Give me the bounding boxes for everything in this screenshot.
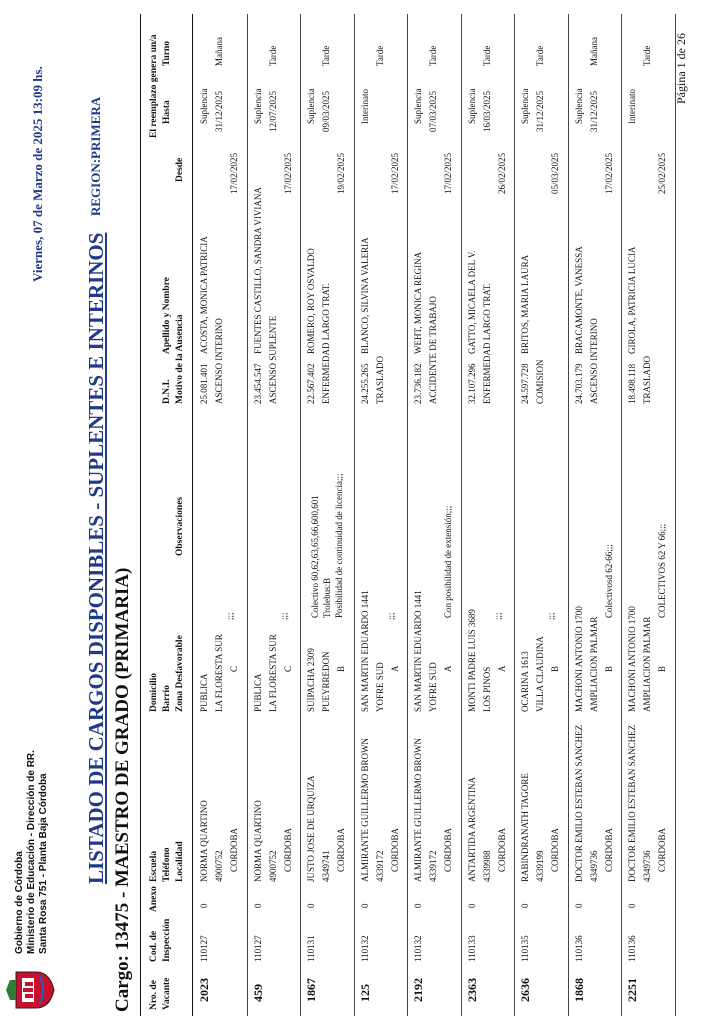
hasta-date: 09/03/2025: [321, 90, 331, 132]
anexo-value: 0: [359, 903, 370, 908]
genera-type: Suplencia: [466, 88, 477, 124]
absence-reason: ASCENSO INTERINO: [214, 318, 224, 404]
table-row: [408, 14, 462, 1016]
person-name: BLANCO, SILVINA VALERIA: [359, 237, 370, 354]
school-locality: CORDOBA: [282, 827, 293, 872]
turno-value: Tarde: [321, 45, 331, 66]
hasta-date: 31/12/2025: [535, 90, 545, 132]
school-phone: 4900752: [214, 850, 224, 882]
dni-value: 32.107.296: [466, 363, 477, 404]
desde-date: 17/02/2025: [603, 152, 614, 194]
zona-desfavorable: B: [657, 665, 667, 672]
school-address: SUIPACHA 2309: [306, 648, 316, 712]
hasta-date: 16/03/2025: [481, 90, 492, 132]
observation-line: ;;;: [385, 612, 396, 620]
col-domicilio-line2: Barrio: [162, 685, 172, 712]
org-line-2: Ministerio de Educación - Dirección de RR.: [26, 750, 37, 954]
inspeccion-code: 110136: [627, 935, 637, 962]
col-dni-line1: D.N.I.: [162, 379, 172, 404]
absence-reason: ASCENSO SUPLENTE: [267, 315, 278, 404]
school-locality: CORDOBA: [443, 827, 453, 872]
school-barrio: VILLA CLAUDINA: [535, 636, 545, 712]
col-vacante-line1: Nro. de: [149, 980, 159, 1010]
table-row: [301, 14, 355, 1016]
table-row: [355, 14, 409, 1016]
absence-reason: ASCENSO INTERINO: [588, 318, 599, 404]
table-row: [569, 14, 623, 1016]
turno-value: Tarde: [267, 45, 278, 66]
org-line-1: Gobierno de Córdoba: [14, 851, 25, 954]
school-phone: 4349736: [642, 850, 652, 882]
anexo-value: 0: [413, 903, 423, 908]
school-phone: 4339199: [535, 850, 545, 882]
hasta-date: 31/12/2025: [214, 90, 224, 132]
vacante-number: 2023: [197, 978, 211, 1002]
row-divider: [675, 14, 676, 1016]
inspeccion-code: 110127: [199, 935, 209, 962]
inspeccion-code: 110132: [359, 935, 370, 962]
page-number: Página 1 de 26: [674, 33, 688, 104]
genera-type: Interinato: [627, 89, 637, 124]
school-locality: CORDOBA: [496, 827, 507, 872]
school-barrio: LA FLORESTA SUR: [267, 634, 278, 712]
school-address: OCARINA 1613: [520, 651, 530, 712]
zona-desfavorable: C: [229, 665, 239, 672]
cargo-heading: Cargo: 13475 - MAESTRO DE GRADO (PRIMARIA): [112, 567, 133, 1012]
school-name: RABINDRANATH TAGORE: [520, 773, 530, 882]
zona-desfavorable: A: [443, 665, 453, 672]
school-address: PUBLICA: [199, 673, 209, 712]
dni-value: 24.703.179: [573, 363, 584, 404]
desde-date: 17/02/2025: [443, 152, 453, 194]
school-phone: 4339172: [374, 850, 385, 882]
desde-date: 05/03/2025: [550, 152, 560, 194]
vacante-number: 2251: [625, 978, 639, 1002]
school-address: MONTI PADRE LUIS 3689: [466, 609, 477, 712]
school-locality: CORDOBA: [603, 827, 614, 872]
zona-desfavorable: A: [389, 665, 400, 672]
table-row: [248, 14, 302, 1016]
anexo-value: 0: [199, 903, 209, 908]
table-row: [515, 14, 569, 1016]
col-vacante: [148, 978, 174, 1010]
school-address: MACHONI ANTONIO 1700: [627, 606, 637, 712]
table-row: [462, 14, 516, 1016]
school-name: ANTARTIDA ARGENTINA: [466, 777, 477, 882]
observation-line: ;;;: [546, 612, 556, 620]
school-phone: 4900752: [267, 850, 278, 882]
absence-reason: COMISION: [535, 359, 545, 404]
turno-value: Tarde: [428, 45, 438, 66]
vacante-number: 2636: [518, 978, 532, 1002]
desde-date: 25/02/2025: [657, 152, 667, 194]
genera-type: Suplencia: [520, 88, 530, 124]
school-locality: CORDOBA: [336, 827, 346, 872]
desde-date: 17/02/2025: [229, 152, 239, 194]
col-domicilio-line3: Zona Desfavorable: [175, 635, 185, 712]
report-datetime: Viernes, 07 de Marzo de 2025 13:09 hs.: [30, 66, 45, 282]
anexo-value: 0: [466, 903, 477, 908]
person-name: WEHT, MONICA REGINA: [413, 251, 423, 354]
header-bottom-rule: [192, 14, 193, 1016]
observation-line: ;;;: [278, 612, 289, 620]
col-inspeccion: [148, 919, 174, 962]
header-top-rule: [140, 14, 141, 1016]
table-row: [622, 14, 676, 1016]
school-name: NORMA QUARTINO: [252, 800, 263, 882]
anexo-value: 0: [627, 903, 637, 908]
dni-value: 22.567.402: [306, 363, 316, 404]
turno-value: Mañana: [214, 37, 224, 66]
col-dni-line2: Motivo de la Ausencia: [175, 314, 185, 404]
turno-value: Tarde: [481, 45, 492, 66]
genera-type: Suplencia: [306, 88, 316, 124]
observation-line: Colectivo 60,62,63,65,66,600,601: [310, 495, 320, 618]
dni-value: 25.081.401: [199, 363, 209, 404]
observation-line: ;;;: [225, 612, 235, 620]
school-name: ALMIRANTE GUILLERMO BROWN: [359, 738, 370, 882]
person-name: ROMERO, ROY OSVALDO: [306, 248, 316, 354]
school-phone: 4339988: [481, 850, 492, 882]
school-locality: CORDOBA: [229, 827, 239, 872]
observation-line: Posibilidad de continuidad de licencia;;;: [334, 473, 344, 618]
col-vacante-line2: Vacante: [162, 977, 172, 1010]
vacante-number: 2192: [411, 978, 425, 1002]
genera-type: Suplencia: [413, 88, 423, 124]
school-locality: CORDOBA: [550, 827, 560, 872]
turno-value: Mañana: [588, 37, 599, 66]
school-name: DOCTOR EMILIO ESTEBAN SANCHEZ: [627, 724, 637, 882]
school-address: SAN MARTIN EDUARDO 1441: [413, 590, 423, 712]
school-name: NORMA QUARTINO: [199, 800, 209, 882]
zona-desfavorable: B: [550, 665, 560, 672]
inspeccion-code: 110131: [306, 935, 316, 962]
desde-date: 17/02/2025: [282, 152, 293, 194]
org-line-3: Santa Rosa 751 - Planta Baja Córdoba: [38, 773, 49, 954]
school-barrio: YOFRE SUD: [428, 662, 438, 712]
col-observaciones: Observaciones: [175, 496, 185, 556]
anexo-value: 0: [520, 903, 530, 908]
absence-reason: ENFERMEDAD LARGO TRAT.: [321, 283, 331, 404]
region-label: REGION:PRIMERA: [88, 96, 103, 216]
desde-date: 19/02/2025: [336, 152, 346, 194]
observation-line: Trolebus:B: [322, 577, 332, 618]
observation-line: Con posibilidad de extensión;;;: [443, 505, 453, 618]
col-escuela-line1: Escuela: [149, 850, 159, 882]
school-phone: 4339172: [428, 850, 438, 882]
vacante-number: 1867: [304, 978, 318, 1002]
school-barrio: AMPLIACION PALMAR: [642, 616, 652, 712]
page-title: LISTADO DE CARGOS DISPONIBLES - SUPLENTES E INTERINOS: [84, 232, 108, 884]
absence-reason: ENFERMEDAD LARGO TRAT.: [481, 283, 492, 404]
desde-date: 26/02/2025: [496, 152, 507, 194]
zona-desfavorable: A: [496, 665, 507, 672]
zona-desfavorable: C: [282, 665, 293, 672]
vacante-number: 2363: [464, 978, 479, 1002]
genera-type: Suplencia: [252, 88, 263, 124]
zona-desfavorable: B: [603, 665, 614, 672]
absence-reason: TRASLADO: [642, 355, 652, 404]
col-escuela-line2: Teléfono: [162, 847, 172, 882]
turno-value: Tarde: [642, 45, 652, 66]
person-name: BRACAMONTE, VANESSA: [573, 246, 584, 354]
dni-value: 23.454.547: [252, 363, 263, 404]
school-phone: 4349736: [588, 850, 599, 882]
observation-line: COLECTIVOS 62 Y 66;;;: [657, 523, 667, 618]
school-name: DOCTOR EMILIO ESTEBAN SANCHEZ: [573, 724, 584, 882]
person-name: FUENTES CASTILLO, SANDRA VIVIANA: [252, 187, 263, 354]
col-desde: Desde: [175, 157, 185, 182]
anexo-value: 0: [306, 903, 316, 908]
observation-line: Colectivosd 62-66;;;: [603, 544, 614, 618]
observation-line: ;;;: [492, 612, 503, 620]
turno-value: Tarde: [535, 45, 545, 66]
hasta-date: 07/03/2025: [428, 90, 438, 132]
absence-reason: ACCIDENTE DE TRABAJO: [428, 296, 438, 404]
dni-value: 18.498.118: [627, 363, 637, 404]
col-escuela-line3: Localidad: [175, 841, 185, 882]
col-turno: Turno: [162, 41, 172, 66]
inspeccion-code: 110133: [466, 935, 477, 962]
inspeccion-code: 110136: [573, 935, 584, 962]
school-locality: CORDOBA: [657, 827, 667, 872]
genera-type: Suplencia: [199, 88, 209, 124]
table-row: [194, 14, 248, 1016]
vacante-number: 459: [250, 984, 265, 1002]
person-name: GIROLA, PATRICIA LUCIA: [627, 246, 637, 354]
vacante-number: 1868: [571, 978, 586, 1002]
col-reemplazo: El reemplazo genera un/a: [149, 34, 159, 138]
school-name: JUSTO JOSE DE URQUIZA: [306, 775, 316, 882]
anexo-value: 0: [252, 903, 263, 908]
inspeccion-code: 110135: [520, 935, 530, 962]
col-domicilio-line1: Domicilio: [149, 672, 159, 712]
col-escuela: [148, 841, 187, 882]
zona-desfavorable: B: [336, 665, 346, 672]
desde-date: 17/02/2025: [389, 152, 400, 194]
col-inspeccion-line1: Cod. de: [149, 930, 159, 962]
inspeccion-code: 110132: [413, 935, 423, 962]
school-barrio: PUEYRREDON: [321, 651, 331, 712]
hasta-date: 31/12/2025: [588, 90, 599, 132]
col-apellido: Apellido y Nombre: [162, 277, 172, 354]
anexo-value: 0: [573, 903, 584, 908]
inspeccion-code: 110127: [252, 935, 263, 962]
person-name: GATTO, MICAELA DEL V.: [466, 250, 477, 354]
school-address: SAN MARTIN EDUARDO 1441: [359, 590, 370, 712]
school-name: ALMIRANTE GUILLERMO BROWN: [413, 738, 423, 882]
school-address: MACHONI ANTONIO 1700: [573, 606, 584, 712]
dni-value: 24.597.728: [520, 363, 530, 404]
school-phone: 4349741: [321, 850, 331, 882]
turno-value: Tarde: [374, 45, 385, 66]
dni-value: 23.736.182: [413, 363, 423, 404]
genera-type: Suplencia: [573, 88, 584, 124]
school-barrio: LA FLORESTA SUR: [214, 634, 224, 712]
school-barrio: YOFRE SUD: [374, 662, 385, 712]
school-locality: CORDOBA: [389, 827, 400, 872]
col-anexo: Anexo: [149, 886, 159, 912]
dni-value: 24.255.265: [359, 363, 370, 404]
col-domicilio: [148, 635, 187, 712]
absence-reason: TRASLADO: [374, 355, 385, 404]
col-inspeccion-line2: Inspección: [162, 918, 172, 962]
school-barrio: LOS PINOS: [481, 666, 492, 712]
school-barrio: AMPLIACION PALMAR: [588, 616, 599, 712]
person-name: BRITOS, MARIA LAURA: [520, 254, 530, 354]
school-address: PUBLICA: [252, 673, 263, 712]
vacante-number: 125: [357, 984, 372, 1002]
genera-type: Interinato: [359, 89, 370, 124]
col-hasta: Hasta: [162, 100, 172, 124]
hasta-date: 12/07/2025: [267, 90, 278, 132]
person-name: ACOSTA, MONICA PATRICIA: [199, 236, 209, 354]
cordoba-coat-of-arms-logo: [6, 966, 56, 1014]
